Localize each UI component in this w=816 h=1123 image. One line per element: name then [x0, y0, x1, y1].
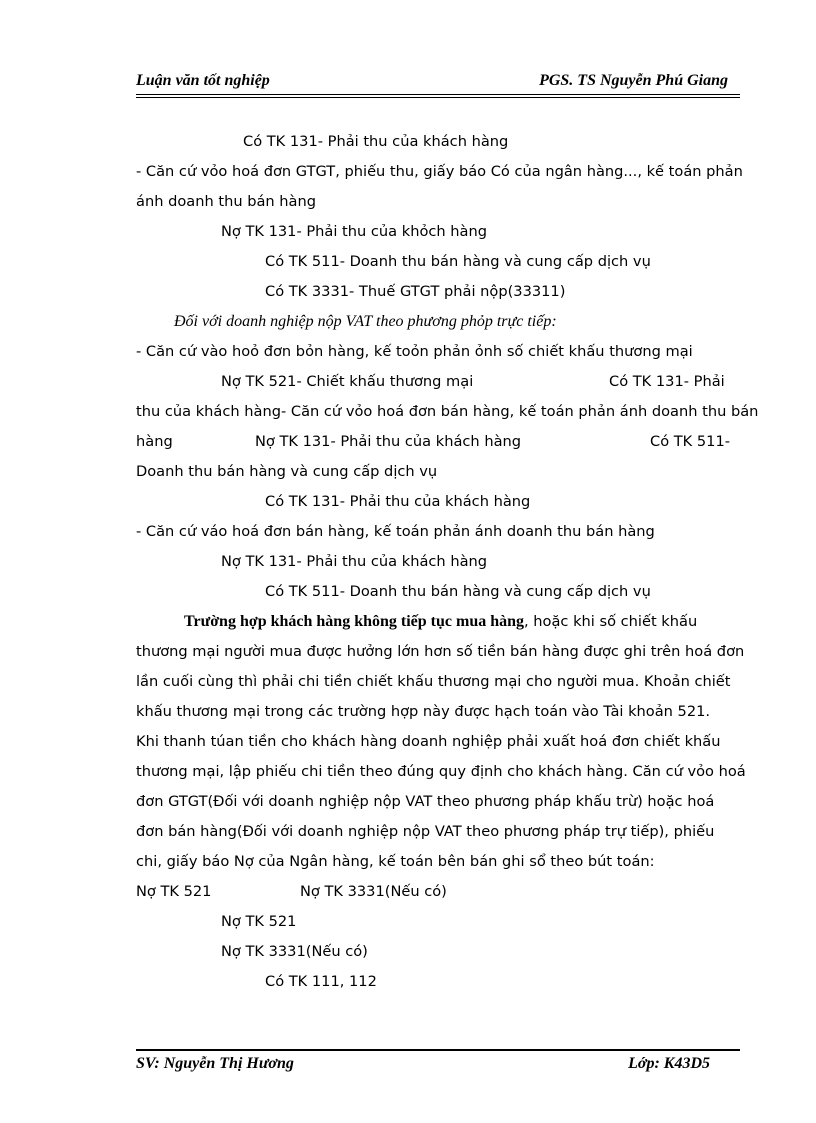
- text-line: hàng: [136, 433, 173, 450]
- text-line: Nợ TK 131- Phải thu của khách hàng: [221, 553, 488, 570]
- text-line: đơn GTGT(Đối với doanh nghiệp nộp VAT theo phương pháp khấu trừ) hoặc hoá: [136, 793, 715, 810]
- text-line: - Căn cứ vào hoỏ đơn bỏn hàng, kế toỏn phản ỏnh số chiết khấu thương mại: [136, 343, 693, 360]
- text-line: ánh doanh thu bán hàng: [136, 193, 317, 210]
- text-line: thương mại, lập phiếu chi tiền theo đúng quy định cho khách hàng. Căn cứ vỏo hoá: [136, 763, 746, 780]
- text-line: thu của khách hàng- Căn cứ vỏo hoá đơn bán hàng, kế toán phản ánh doanh thu bán: [136, 403, 759, 420]
- header-rule-thin: [136, 97, 740, 98]
- header-advisor: PGS. TS Nguyễn Phú Giang: [539, 72, 728, 89]
- text-line: Có TK 131- Phải thu của khách hàng: [265, 493, 531, 510]
- text-line: - Căn cứ vỏo hoá đơn GTGT, phiếu thu, giấy báo Có của ngân hàng..., kế toán phản: [136, 163, 743, 180]
- text-line: khấu thương mại trong các trường hợp này được hạch toán vào Tài khoản 521.: [136, 703, 711, 720]
- text-line: Nợ TK 131- Phải thu của khỏch hàng: [221, 223, 488, 240]
- text-line: thương mại người mua được hưởng lớn hơn số tiền bán hàng được ghi trên hoá đơn: [136, 643, 745, 660]
- text-line: đơn bán hàng(Đối với doanh nghiệp nộp VAT theo phương pháp trự tiếp), phiếu: [136, 823, 715, 840]
- text-line: Có TK 511-: [650, 433, 731, 450]
- text-line: Nợ TK 3331(Nếu có): [300, 883, 447, 900]
- text-line: Có TK 3331- Thuế GTGT phải nộp(33311): [265, 283, 566, 300]
- footer-class: Lớp: K43D5: [628, 1055, 710, 1072]
- text-line: Khi thanh túan tiền cho khách hàng doanh nghiệp phải xuất hoá đơn chiết khấu: [136, 733, 721, 750]
- footer-student: SV: Nguyễn Thị Hương: [136, 1055, 294, 1072]
- section-heading: Đối với doanh nghiệp nộp VAT theo phương phỏp trực tiếp:: [174, 313, 557, 330]
- page-header: [136, 72, 740, 94]
- text-line: Có TK 111, 112: [265, 973, 377, 990]
- text-line: chi, giấy báo Nợ của Ngân hàng, kế toán bên bán ghi sổ theo bút toán:: [136, 853, 655, 870]
- text-line: Nợ TK 521: [221, 913, 297, 930]
- bold-phrase: Trường hợp khách hàng không tiếp tục mua hàng: [184, 613, 525, 630]
- text-line: Có TK 511- Doanh thu bán hàng và cung cấp dịch vụ: [265, 253, 651, 270]
- page-footer: [136, 1055, 740, 1077]
- text-line: Nợ TK 3331(Nếu có): [221, 943, 368, 960]
- footer-rule: [136, 1049, 740, 1051]
- text-line: Nợ TK 521- Chiết khấu thương mại: [221, 373, 474, 390]
- text-line: [184, 612, 697, 632]
- text-line: lần cuối cùng thì phải chi tiền chiết khấu thương mại cho người mua. Khoản chiết: [136, 673, 731, 690]
- header-thesis-label: Luận văn tốt nghiệp: [136, 72, 270, 89]
- text-line: Nợ TK 521: [136, 883, 212, 900]
- text-line: Có TK 131- Phải: [609, 373, 725, 390]
- header-rule: [136, 94, 740, 95]
- text-run: , hoặc khi số chiết khấu: [524, 613, 698, 630]
- text-line: Nợ TK 131- Phải thu của khách hàng: [255, 433, 522, 450]
- text-line: Doanh thu bán hàng và cung cấp dịch vụ: [136, 463, 438, 480]
- text-line: - Căn cứ váo hoá đơn bán hàng, kế toán phản ánh doanh thu bán hàng: [136, 523, 655, 540]
- text-line: Có TK 511- Doanh thu bán hàng và cung cấp dịch vụ: [265, 583, 651, 600]
- text-line: Có TK 131- Phải thu của khách hàng: [243, 133, 509, 150]
